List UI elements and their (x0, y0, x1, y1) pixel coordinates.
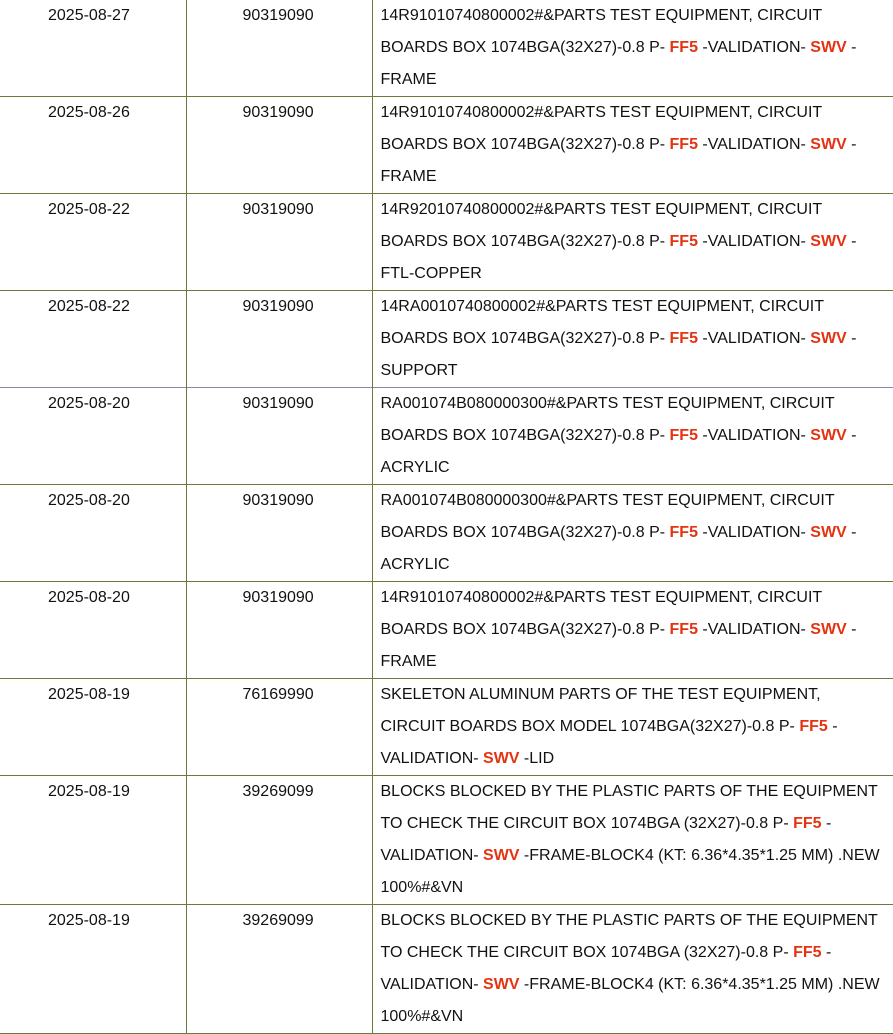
description-cell (372, 776, 893, 905)
description-text: - VALIDATION- (380, 815, 832, 864)
highlight-term: SWV (810, 233, 847, 250)
highlight-term: FF5 (669, 621, 698, 638)
hs-code-cell: 39269099 (186, 905, 372, 1034)
description-text: -FRAME-BLOCK4 (KT: 6.36*4.35*1.25 MM) .NEW 100%#&VN (380, 976, 880, 1025)
description-text: -VALIDATION- (697, 330, 811, 347)
description-cell (372, 97, 893, 194)
description-cell (372, 905, 893, 1034)
description-text: -VALIDATION- (697, 427, 811, 444)
date-cell: 2025-08-20 (48, 492, 130, 509)
description-cell (372, 0, 893, 97)
description-text: 14R91010740800002#&PARTS TEST EQUIPMENT, CIRCUIT BOARDS BOX 1074BGA(32X27)-0.8 P- (380, 589, 822, 638)
hs-code-cell: 90319090 (186, 485, 372, 582)
highlight-term: FF5 (669, 330, 698, 347)
hs-code-cell: 90319090 (186, 291, 372, 388)
hs-code-cell: 76169990 (186, 679, 372, 776)
description-text: BLOCKS BLOCKED BY THE PLASTIC PARTS OF THE EQUIPMENT TO CHECK THE CIRCUIT BOX 1074BGA (32X27)-0.8 P- (380, 783, 878, 832)
description-cell (372, 485, 893, 582)
description-text: RA001074B080000300#&PARTS TEST EQUIPMENT, CIRCUIT BOARDS BOX 1074BGA(32X27)-0.8 P- (380, 492, 835, 541)
highlight-term: FF5 (793, 944, 822, 961)
description-text: SKELETON ALUMINUM PARTS OF THE TEST EQUIPMENT, CIRCUIT BOARDS BOX MODEL 1074BGA(32X27)-0.8 P- (380, 686, 821, 735)
hs-code-cell: 90319090 (186, 97, 372, 194)
description-text: -VALIDATION- (697, 233, 811, 250)
table-row (0, 97, 893, 194)
table-row (0, 0, 893, 97)
description-text: - FRAME (380, 136, 857, 185)
hs-code-cell: 90319090 (186, 194, 372, 291)
description-text: BLOCKS BLOCKED BY THE PLASTIC PARTS OF THE EQUIPMENT TO CHECK THE CIRCUIT BOX 1074BGA (32X27)-0.8 P- (380, 912, 878, 961)
highlight-term: SWV (810, 330, 847, 347)
description-text: -VALIDATION- (697, 524, 811, 541)
highlight-term: SWV (810, 136, 847, 153)
date-cell: 2025-08-22 (48, 201, 130, 218)
table-row (0, 679, 893, 776)
date-cell: 2025-08-19 (48, 912, 130, 929)
hs-code-cell: 90319090 (186, 388, 372, 485)
description-cell (372, 291, 893, 388)
description-text: -VALIDATION- (380, 718, 838, 767)
description-text: RA001074B080000300#&PARTS TEST EQUIPMENT, CIRCUIT BOARDS BOX 1074BGA(32X27)-0.8 P- (380, 395, 835, 444)
date-cell: 2025-08-20 (48, 395, 130, 412)
highlight-term: FF5 (669, 136, 698, 153)
highlight-term: SWV (483, 976, 520, 993)
description-text: 14RA0010740800002#&PARTS TEST EQUIPMENT, CIRCUIT BOARDS BOX 1074BGA(32X27)-0.8 P- (380, 298, 824, 347)
description-text: - ACRYLIC (380, 427, 857, 476)
highlight-term: SWV (483, 750, 520, 767)
description-text: -VALIDATION- (697, 39, 811, 56)
description-text: 14R91010740800002#&PARTS TEST EQUIPMENT, CIRCUIT BOARDS BOX 1074BGA(32X27)-0.8 P- (380, 104, 822, 153)
date-cell: 2025-08-20 (48, 589, 130, 606)
highlight-term: FF5 (669, 233, 698, 250)
description-text: - ACRYLIC (380, 524, 857, 573)
description-text: -FRAME-BLOCK4 (KT: 6.36*4.35*1.25 MM) .NEW 100%#&VN (380, 847, 880, 896)
date-cell: 2025-08-19 (48, 686, 130, 703)
hs-code-cell: 39269099 (186, 776, 372, 905)
table-row (0, 776, 893, 905)
table-row (0, 582, 893, 679)
date-cell: 2025-08-22 (48, 298, 130, 315)
table-row (0, 485, 893, 582)
description-text: 14R91010740800002#&PARTS TEST EQUIPMENT, CIRCUIT BOARDS BOX 1074BGA(32X27)-0.8 P- (380, 7, 822, 56)
description-text: -VALIDATION- (697, 136, 811, 153)
date-cell: 2025-08-19 (48, 783, 130, 800)
description-text: - FRAME (380, 39, 857, 88)
description-cell (372, 679, 893, 776)
highlight-term: SWV (810, 621, 847, 638)
table-row (0, 905, 893, 1034)
table-row (0, 194, 893, 291)
hs-code-cell: 90319090 (186, 582, 372, 679)
date-cell: 2025-08-27 (48, 7, 130, 24)
highlight-term: FF5 (793, 815, 822, 832)
highlight-term: SWV (810, 427, 847, 444)
highlight-term: FF5 (799, 718, 828, 735)
description-text: - SUPPORT (380, 330, 857, 379)
highlight-term: SWV (810, 39, 847, 56)
table-row (0, 291, 893, 388)
hs-code-cell: 90319090 (186, 0, 372, 97)
description-text: 14R92010740800002#&PARTS TEST EQUIPMENT, CIRCUIT BOARDS BOX 1074BGA(32X27)-0.8 P- (380, 201, 822, 250)
date-cell: 2025-08-26 (48, 104, 130, 121)
highlight-term: SWV (810, 524, 847, 541)
description-cell (372, 388, 893, 485)
highlight-term: FF5 (669, 524, 698, 541)
description-cell (372, 194, 893, 291)
description-cell (372, 582, 893, 679)
description-text: -LID (519, 750, 555, 767)
description-text: - FTL-COPPER (380, 233, 857, 282)
description-text: - FRAME (380, 621, 857, 670)
description-text: -VALIDATION- (697, 621, 811, 638)
highlight-term: FF5 (669, 39, 698, 56)
highlight-term: FF5 (669, 427, 698, 444)
table-row (0, 388, 893, 485)
description-text: - VALIDATION- (380, 944, 832, 993)
highlight-term: SWV (483, 847, 520, 864)
